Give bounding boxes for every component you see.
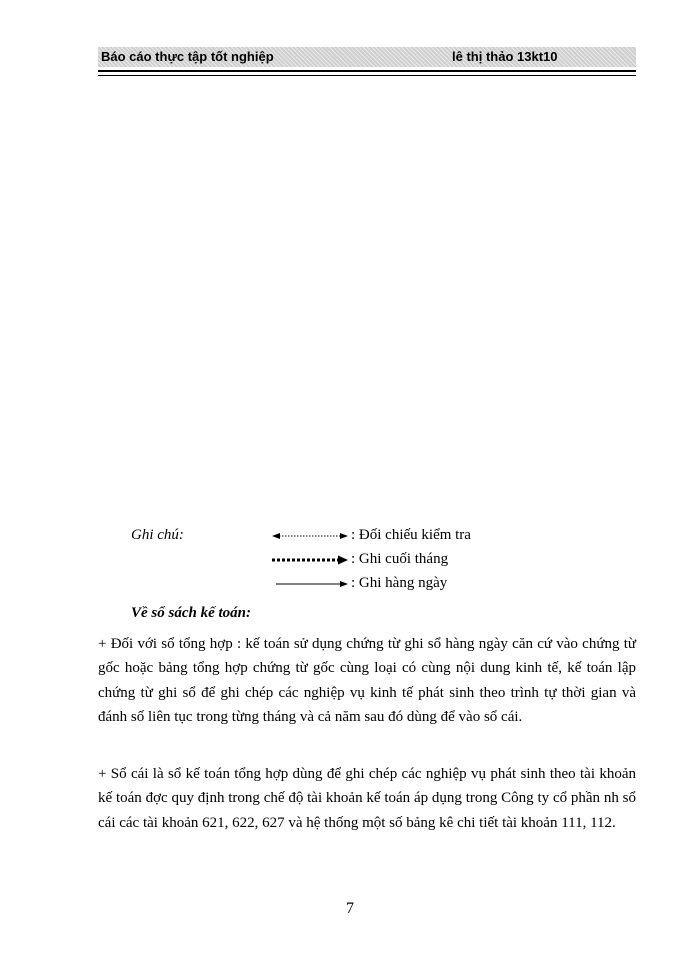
legend-label-cross-check: : Đối chiếu kiểm tra — [351, 527, 471, 543]
header-rule-top — [98, 70, 636, 72]
paragraph-general-ledger: + Đối với sổ tổng hợp : kế toán sử dụng chứng từ ghi sổ hàng ngày căn cứ vào chứng từ gốc hoặc bảng tổng hợp chứng từ gốc cùng loại có cùng nội dung kinh tế, kế toán lập chứng từ ghi sổ để ghi chép các nghiệp vụ kinh tế phát sinh theo trình tự thời gian và đánh số liên tục trong từng tháng và cả năm sau đó dùng để vào sổ cái. — [98, 636, 636, 725]
dotted-double-arrow-icon — [272, 530, 348, 542]
header-report-title: Báo cáo thực tập tốt nghiệp — [101, 49, 274, 64]
legend-title: Ghi chú: — [131, 527, 184, 543]
legend-label-daily: : Ghi hàng ngày — [351, 575, 448, 591]
legend-label-month-end: : Ghi cuối tháng — [351, 551, 449, 567]
paragraph-ledger: + Sổ cái là sổ kế toán tổng hợp dùng để ghi chép các nghiệp vụ phát sinh theo tài khoản kế toán đợc quy định trong chế độ tài khoản kế toán áp dụng trong Công ty cổ phần nh sổ cái các tài khoản 621, 622, 627 và hệ thống một số bảng kê chi tiết tài khoản 111, 112. — [98, 766, 636, 831]
solid-arrow-icon — [272, 578, 348, 590]
page-number: 7 — [346, 900, 354, 917]
header-rule-bottom — [98, 75, 636, 76]
dashed-arrow-icon — [272, 554, 348, 566]
section-title: Về sổ sách kế toán: — [131, 605, 251, 621]
page-header — [98, 47, 636, 67]
header-author: lê thị thảo 13kt10 — [452, 49, 558, 64]
